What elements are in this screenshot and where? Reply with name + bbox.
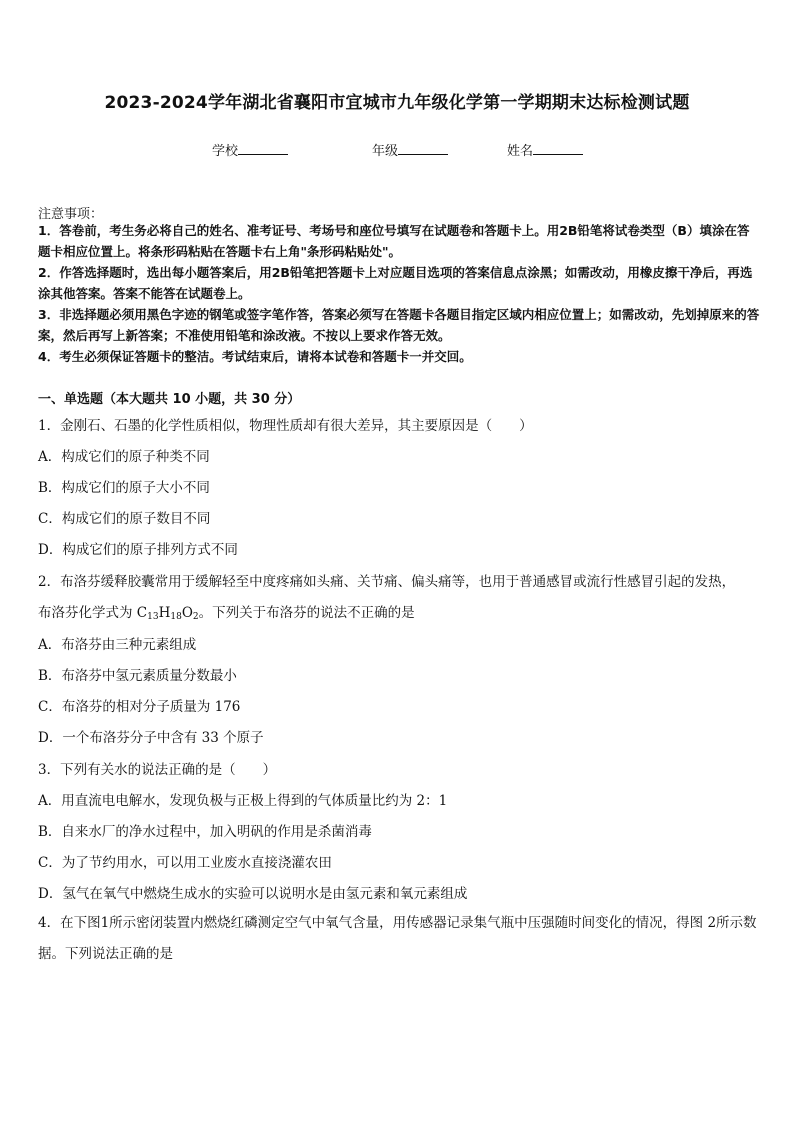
formula-subscript: 18 — [170, 612, 182, 622]
school-field[interactable] — [212, 140, 288, 159]
question-stem: 2．布洛芬缓释胶囊常用于缓解轻至中度疼痛如头痛、关节痛、偏头痛等，也用于普通感冒或流行性感冒引起的发热， — [38, 574, 736, 590]
grade-blank[interactable] — [398, 142, 448, 155]
answer-option[interactable]: D．构成它们的原子排列方式不同 — [38, 542, 238, 558]
answer-option[interactable]: C．为了节约用水，可以用工业废水直接浇灌农田 — [38, 855, 332, 871]
name-field[interactable] — [507, 140, 583, 159]
answer-option[interactable]: C．构成它们的原子数目不同 — [38, 511, 211, 527]
formula-element: H — [158, 605, 171, 621]
answer-option[interactable]: B．布洛芬中氢元素质量分数最小 — [38, 668, 237, 684]
answer-option[interactable]: A．布洛芬由三种元素组成 — [38, 637, 197, 653]
answer-option[interactable]: D．一个布洛芬分子中含有 33 个原子 — [38, 730, 264, 746]
name-blank[interactable] — [533, 142, 583, 155]
question-stem: 1．金刚石、石墨的化学性质相似，物理性质却有很大差异，其主要原因是（ ） — [38, 418, 533, 434]
formula-element: O — [181, 605, 193, 621]
notice-item: 3．非选择题必须用黑色字迹的钢笔或签字笔作答，答案必须写在答题卡各题目指定区域内相应位置上；如需改动，先划掉原来的答案，然后再写上新答案；不准使用铅笔和涂改液。不按以上要求作答无效。 — [38, 307, 760, 343]
answer-option[interactable]: C．布洛芬的相对分子质量为 176 — [38, 699, 241, 715]
grade-field[interactable] — [372, 140, 448, 159]
page-title: 2023-2024学年湖北省襄阳市宜城市九年级化学第一学期期末达标检测试题 — [104, 93, 690, 113]
notice-item: 1．答卷前，考生务必将自己的姓名、准考证号、考场号和座位号填写在试题卷和答题卡上。用2B铅笔将试卷类型（B）填涂在答题卡相应位置上。将条形码粘贴在答题卡右上角"条形码粘贴处"。 — [38, 223, 750, 259]
answer-option[interactable]: B．构成它们的原子大小不同 — [38, 480, 210, 496]
section-heading: 一、单选题（本大题共 10 小题，共 30 分） — [38, 392, 301, 407]
notice-heading: 注意事项： — [38, 207, 104, 222]
question-stem: 3．下列有关水的说法正确的是（ ） — [38, 762, 277, 778]
notice-item: 2．作答选择题时，选出每小题答案后，用2B铅笔把答题卡上对应题目选项的答案信息点涂黑；如需改动，用橡皮擦干净后，再选涂其他答案。答案不能答在试题卷上。 — [38, 265, 753, 301]
school-blank[interactable] — [238, 142, 288, 155]
question-stem: 4．在下图1所示密闭装置内燃烧红磷测定空气中氧气含量，用传感器记录集气瓶中压强随时间变化的情况，得图 2所示数据。下列说法正确的是 — [38, 915, 757, 962]
question-stem-formula — [38, 601, 415, 622]
formula-subscript: 13 — [147, 612, 159, 622]
grade-label: 年级 — [372, 144, 399, 159]
school-label: 学校 — [212, 144, 239, 159]
answer-option[interactable]: B．自来水厂的净水过程中，加入明矾的作用是杀菌消毒 — [38, 824, 372, 840]
formula-suffix: 。下列关于布洛芬的说法不正确的是 — [198, 605, 415, 621]
name-label: 姓名 — [507, 144, 534, 159]
formula-subscript: 2 — [192, 612, 199, 622]
answer-option[interactable]: D．氢气在氧气中燃烧生成水的实验可以说明水是由氢元素和氧元素组成 — [38, 886, 468, 902]
answer-option[interactable]: A．构成它们的原子种类不同 — [38, 449, 210, 465]
formula-prefix: 布洛芬化学式为 C — [38, 605, 148, 621]
notice-item: 4．考生必须保证答题卡的整洁。考试结束后，请将本试卷和答题卡一并交回。 — [38, 349, 472, 364]
answer-option[interactable]: A．用直流电电解水，发现负极与正极上得到的气体质量比约为 2：1 — [38, 793, 448, 809]
